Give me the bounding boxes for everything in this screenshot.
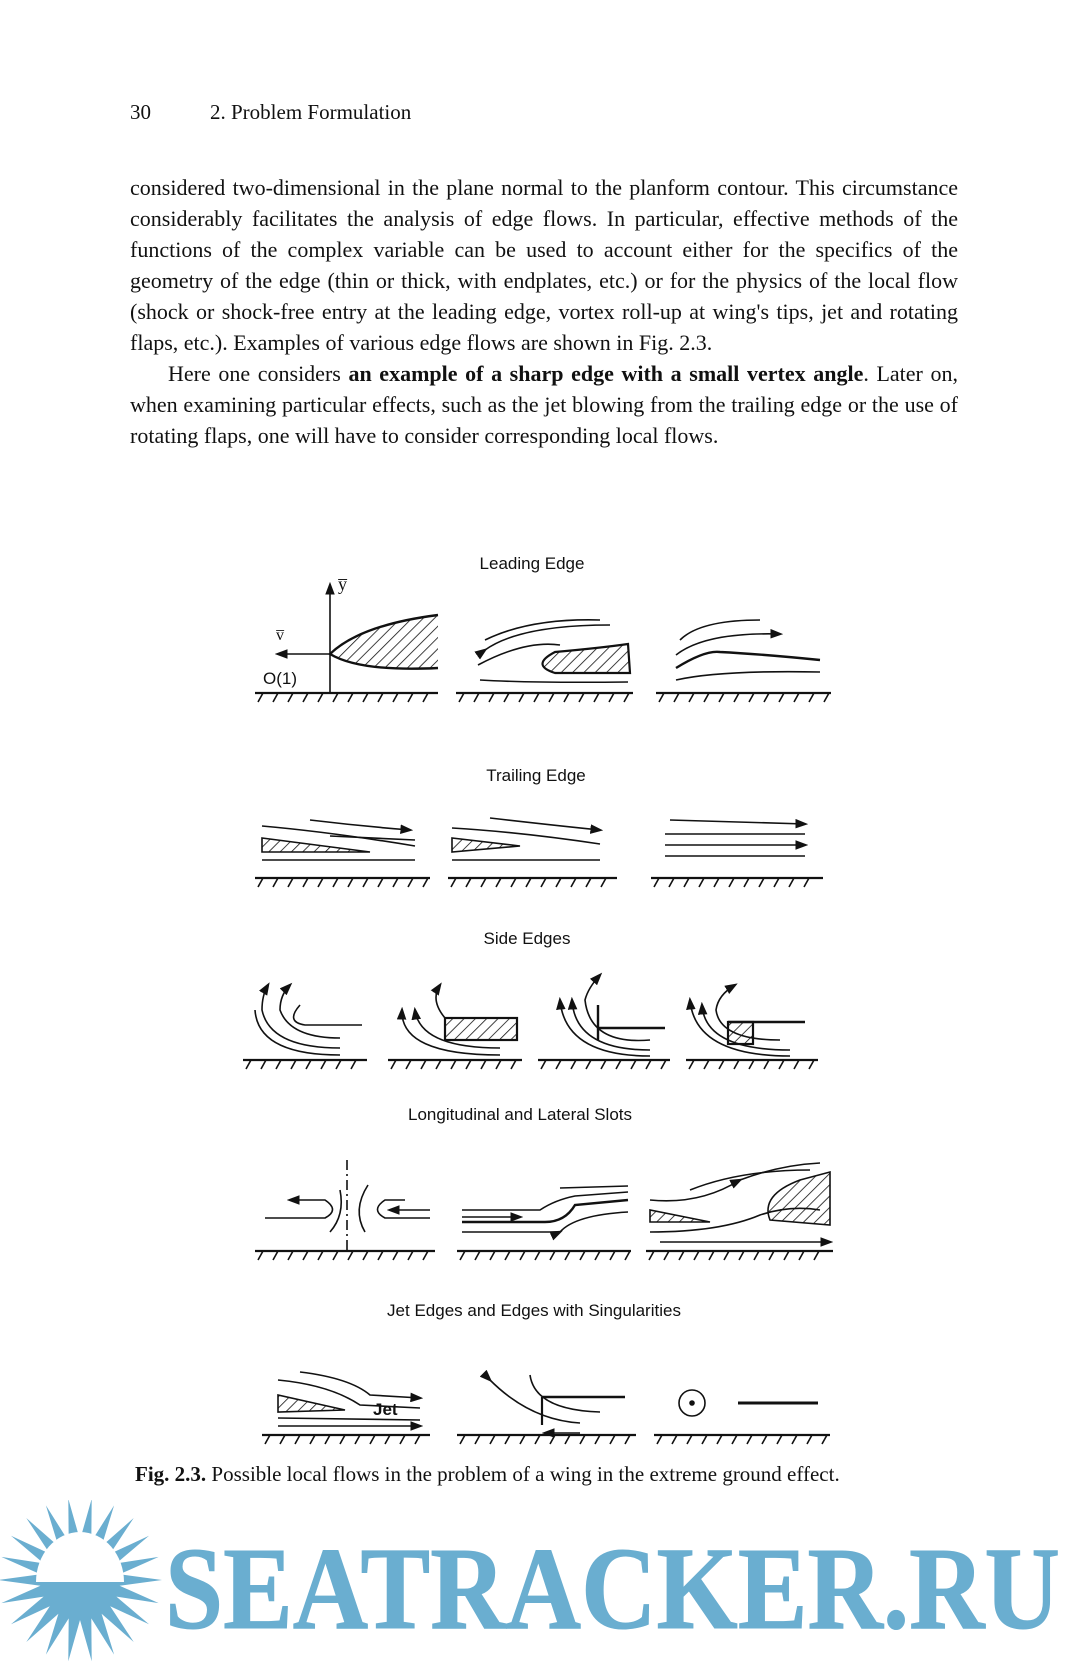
emphasis: an example of a sharp edge with a small vertex angle	[348, 361, 864, 386]
page-number: 30	[130, 100, 151, 124]
rotating-flap-diagram	[679, 1390, 818, 1416]
trailing-edge-diagram-2	[452, 818, 600, 860]
jet-edge-diagram-1	[278, 1372, 420, 1426]
side-edge-diagram-2	[402, 985, 517, 1055]
ground-lines	[243, 693, 833, 1444]
watermark-text: SEATRACKER.RU	[165, 1523, 1060, 1654]
row-title-side-edges: Side Edges	[483, 929, 571, 948]
row-title-trailing-edge: Trailing Edge	[486, 766, 586, 785]
leading-edge-diagram-1	[263, 574, 438, 693]
side-edge-diagram-3	[560, 975, 665, 1056]
svg-text:O(1): O(1)	[263, 669, 297, 688]
side-edge-diagram-1	[255, 985, 362, 1055]
slot-diagram-2	[462, 1186, 628, 1232]
row-title-slots: Longitudinal and Lateral Slots	[408, 1105, 632, 1124]
row-title-leading-edge: Leading Edge	[479, 554, 585, 573]
trailing-edge-diagram-3	[665, 820, 805, 856]
svg-text:v̅: v̅	[276, 627, 284, 644]
leading-edge-diagram-3	[676, 620, 820, 680]
svg-text:Jet: Jet	[373, 1400, 398, 1419]
watermark	[0, 1500, 1080, 1665]
figure-caption: Fig. 2.3. Possible local flows in the problem of a wing in the extreme ground effect.	[135, 1462, 840, 1486]
paragraph-2: Here one considers an example of a sharp edge with a small vertex angle. Later on, when examining particular effects, such as the jet blowing from the trailing edge or the use of rotating flaps, one will have to consider corresponding local flows.	[130, 361, 958, 448]
slot-diagram-1	[265, 1160, 430, 1250]
slot-diagram-3	[650, 1163, 830, 1242]
trailing-edge-diagram-1	[262, 820, 415, 860]
side-edge-diagram-4	[690, 985, 805, 1056]
leading-edge-diagram-2	[478, 620, 630, 682]
row-title-jet-edges: Jet Edges and Edges with Singularities	[387, 1301, 681, 1320]
paragraph-1: considered two-dimensional in the plane normal to the planform contour. This circumstance considerably facilitates the analysis of edge flows. In particular, effective methods of the functions of the complex variable can be used to account either for the specifics of the geometry of the edge (thin or thick, with endplates, etc.) or for the physics of the local flow (shock or shock-free entry at the leading edge, vortex roll-up at wing's tips, jet and rotating flaps, etc.). Examples of various edge flows are shown in Fig. 2.3.	[130, 175, 958, 355]
chapter-title: 2. Problem Formulation	[210, 100, 412, 124]
svg-text:y̅: y̅	[338, 574, 347, 594]
sun-logo-icon	[0, 1500, 162, 1661]
singularity-edge-diagram	[490, 1375, 625, 1433]
